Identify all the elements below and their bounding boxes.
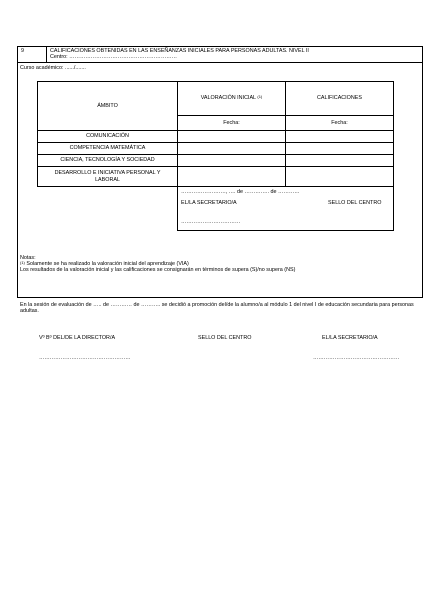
calificacion-cell[interactable] (286, 155, 394, 167)
grades-table (37, 81, 394, 231)
note-2: Los resultados de la valoración inicial y las calificaciones se consignarán en términos de supera (S)/no supera (NS) (20, 267, 296, 274)
calificacion-cell[interactable] (286, 131, 394, 143)
sello-centro-label: SELLO DEL CENTRO (198, 335, 252, 341)
ambito-row-label: CIENCIA, TECNOLOGÍA Y SOCIEDAD (38, 155, 178, 167)
date-line: ……………………., …. de ………….. de ………… (181, 189, 300, 195)
note-1-text: Solamente se ha realizado la valoración inicial del aprendizaje (VIA) (26, 261, 189, 268)
calificacion-cell[interactable] (286, 143, 394, 155)
valoracion-cell[interactable] (178, 131, 286, 143)
section-number: 9 (17, 46, 47, 63)
ambito-row-label: DESARROLLO E INICIATIVA PERSONAL Y LABORAL (38, 167, 178, 187)
ambito-row-label: COMPETENCIA MATEMÁTICA (38, 143, 178, 155)
sello-label: SELLO DEL CENTRO (328, 200, 382, 206)
valoracion-cell[interactable] (178, 155, 286, 167)
section-header (47, 46, 423, 63)
centro-field: Centro: …………………………………………………… (50, 54, 177, 61)
secretario-label: EL/LA SECRETARIO/A (181, 200, 237, 206)
section-title: CALIFICACIONES OBTENIDAS EN LAS ENSEÑANZAS INICIALES PARA PERSONAS ADULTAS. NIVEL II (50, 48, 309, 54)
fecha-calificaciones: Fecha: (286, 116, 394, 131)
valoracion-cell[interactable] (178, 143, 286, 155)
calificaciones-header: CALIFICACIONES (286, 82, 394, 116)
secretario-signature-dots: ………………………………………… (313, 355, 400, 361)
calificacion-cell[interactable] (286, 167, 394, 187)
ambito-row-label: COMUNICACIÓN (38, 131, 178, 143)
director-label: Vº Bº DEL/DE LA DIRECTOR/A (39, 335, 116, 341)
signature-block (178, 187, 394, 231)
ambito-header: ÁMBITO (38, 82, 178, 131)
blank-cell (38, 187, 178, 231)
valoracion-header (178, 82, 286, 116)
notes-title: Notas: (20, 255, 36, 261)
signature-dots: …………………………… (181, 219, 241, 225)
notes-block (20, 255, 415, 274)
fecha-valoracion: Fecha: (178, 116, 286, 131)
secretario-bottom-label: EL/LA SECRETARIO/A (322, 335, 378, 341)
director-signature-dots: …………………………………………… (39, 355, 131, 361)
valoracion-cell[interactable] (178, 167, 286, 187)
curso-academico: Curso académico: ....../....... (20, 65, 86, 71)
valoracion-footnote-mark: (1) (257, 94, 263, 100)
note-1-mark: (1) (20, 260, 25, 266)
valoracion-label: VALORACIÓN INICIAL (200, 95, 256, 102)
promotion-paragraph: En la sesión de evaluación de ….. de ………… de ……….. se decidió a promoción del/de la alumno/a al módulo 1 del nivel I de educación secundaria para personas adultas. (20, 302, 414, 315)
